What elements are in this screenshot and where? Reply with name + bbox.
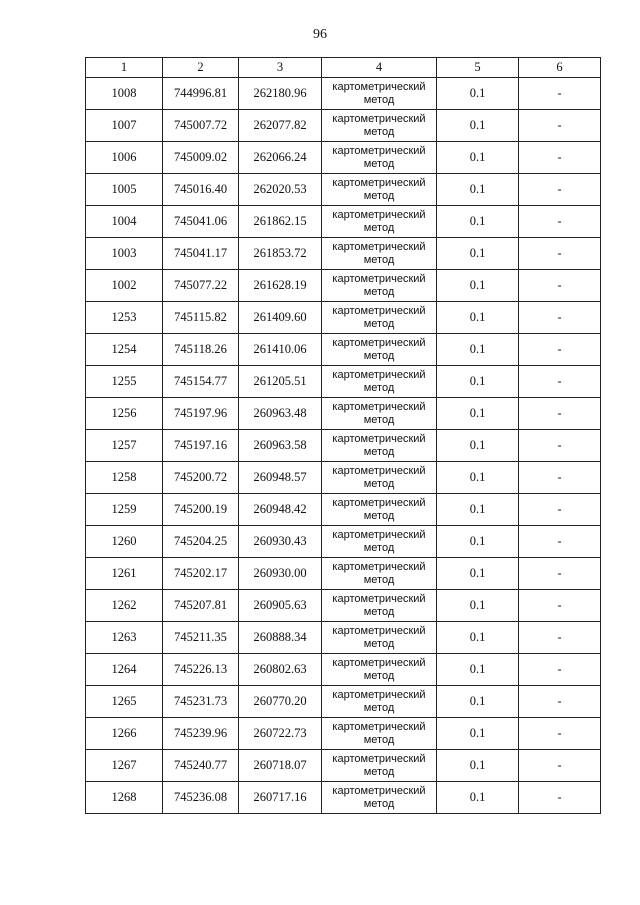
point-number-cell: 1006 <box>86 142 163 174</box>
method-line-2: метод <box>363 317 395 330</box>
y-coordinate-cell: 260948.42 <box>239 494 322 526</box>
note-cell: - <box>519 718 601 750</box>
note-cell: - <box>519 302 601 334</box>
method-line-1: картометрический <box>332 624 426 637</box>
method-line-2: метод <box>363 733 395 746</box>
page-number: 96 <box>313 27 327 42</box>
column-header-1: 1 <box>86 58 163 78</box>
method-cell <box>322 718 437 750</box>
table-row <box>86 270 601 302</box>
x-coordinate-cell: 745231.73 <box>163 686 239 718</box>
method-line-1: картометрический <box>332 400 426 413</box>
method-line-1: картометрический <box>332 592 426 605</box>
method-cell <box>322 110 437 142</box>
note-cell: - <box>519 750 601 782</box>
method-cell <box>322 238 437 270</box>
table-row <box>86 718 601 750</box>
point-number-cell: 1265 <box>86 686 163 718</box>
table-body <box>86 58 601 814</box>
method-line-1: картометрический <box>332 80 426 93</box>
method-cell <box>322 462 437 494</box>
point-number-cell: 1003 <box>86 238 163 270</box>
method-line-2: метод <box>363 637 395 650</box>
point-number-cell: 1255 <box>86 366 163 398</box>
method-cell <box>322 142 437 174</box>
x-coordinate-cell: 745211.35 <box>163 622 239 654</box>
method-line-1: картометрический <box>332 144 426 157</box>
y-coordinate-cell: 261410.06 <box>239 334 322 366</box>
accuracy-cell: 0.1 <box>437 590 519 622</box>
method-line-2: метод <box>363 445 395 458</box>
table-row <box>86 558 601 590</box>
y-coordinate-cell: 261853.72 <box>239 238 322 270</box>
table-row <box>86 334 601 366</box>
x-coordinate-cell: 745197.96 <box>163 398 239 430</box>
accuracy-cell: 0.1 <box>437 430 519 462</box>
coordinates-table <box>85 57 601 814</box>
method-line-2: метод <box>363 701 395 714</box>
point-number-cell: 1004 <box>86 206 163 238</box>
accuracy-cell: 0.1 <box>437 686 519 718</box>
accuracy-cell: 0.1 <box>437 174 519 206</box>
method-line-2: метод <box>363 541 395 554</box>
note-cell: - <box>519 78 601 110</box>
y-coordinate-cell: 260717.16 <box>239 782 322 814</box>
method-line-1: картометрический <box>332 720 426 733</box>
method-cell <box>322 750 437 782</box>
method-line-1: картометрический <box>332 464 426 477</box>
method-cell <box>322 174 437 206</box>
note-cell: - <box>519 622 601 654</box>
x-coordinate-cell: 745077.22 <box>163 270 239 302</box>
x-coordinate-cell: 745007.72 <box>163 110 239 142</box>
column-header-2: 2 <box>163 58 239 78</box>
accuracy-cell: 0.1 <box>437 398 519 430</box>
point-number-cell: 1254 <box>86 334 163 366</box>
y-coordinate-cell: 260963.48 <box>239 398 322 430</box>
point-number-cell: 1261 <box>86 558 163 590</box>
method-line-2: метод <box>363 413 395 426</box>
method-line-2: метод <box>363 605 395 618</box>
accuracy-cell: 0.1 <box>437 238 519 270</box>
note-cell: - <box>519 462 601 494</box>
method-line-1: картометрический <box>332 656 426 669</box>
method-line-2: метод <box>363 509 395 522</box>
point-number-cell: 1263 <box>86 622 163 654</box>
point-number-cell: 1005 <box>86 174 163 206</box>
method-cell <box>322 654 437 686</box>
method-line-2: метод <box>363 669 395 682</box>
x-coordinate-cell: 745041.06 <box>163 206 239 238</box>
method-cell <box>322 270 437 302</box>
table-row <box>86 622 601 654</box>
y-coordinate-cell: 260930.00 <box>239 558 322 590</box>
note-cell: - <box>519 590 601 622</box>
table-row <box>86 238 601 270</box>
y-coordinate-cell: 262077.82 <box>239 110 322 142</box>
column-header-5: 5 <box>437 58 519 78</box>
x-coordinate-cell: 745009.02 <box>163 142 239 174</box>
method-cell <box>322 686 437 718</box>
method-line-1: картометрический <box>332 560 426 573</box>
method-line-1: картометрический <box>332 240 426 253</box>
method-cell <box>322 206 437 238</box>
point-number-cell: 1268 <box>86 782 163 814</box>
table-row <box>86 654 601 686</box>
table-row <box>86 398 601 430</box>
accuracy-cell: 0.1 <box>437 718 519 750</box>
method-line-1: картометрический <box>332 272 426 285</box>
method-line-2: метод <box>363 221 395 234</box>
method-line-2: метод <box>363 125 395 138</box>
point-number-cell: 1002 <box>86 270 163 302</box>
method-cell <box>322 590 437 622</box>
y-coordinate-cell: 261862.15 <box>239 206 322 238</box>
method-line-2: метод <box>363 189 395 202</box>
table-row <box>86 174 601 206</box>
x-coordinate-cell: 745118.26 <box>163 334 239 366</box>
table-row <box>86 430 601 462</box>
table-row <box>86 206 601 238</box>
x-coordinate-cell: 745204.25 <box>163 526 239 558</box>
method-line-1: картометрический <box>332 368 426 381</box>
method-line-1: картометрический <box>332 336 426 349</box>
note-cell: - <box>519 142 601 174</box>
point-number-cell: 1256 <box>86 398 163 430</box>
method-line-1: картометрический <box>332 528 426 541</box>
x-coordinate-cell: 745236.08 <box>163 782 239 814</box>
method-cell <box>322 302 437 334</box>
x-coordinate-cell: 745154.77 <box>163 366 239 398</box>
note-cell: - <box>519 494 601 526</box>
table-row <box>86 366 601 398</box>
y-coordinate-cell: 260963.58 <box>239 430 322 462</box>
column-header-3: 3 <box>239 58 322 78</box>
x-coordinate-cell: 745226.13 <box>163 654 239 686</box>
note-cell: - <box>519 366 601 398</box>
method-cell <box>322 430 437 462</box>
point-number-cell: 1264 <box>86 654 163 686</box>
y-coordinate-cell: 260930.43 <box>239 526 322 558</box>
note-cell: - <box>519 206 601 238</box>
x-coordinate-cell: 745041.17 <box>163 238 239 270</box>
note-cell: - <box>519 430 601 462</box>
y-coordinate-cell: 260888.34 <box>239 622 322 654</box>
point-number-cell: 1259 <box>86 494 163 526</box>
method-cell <box>322 398 437 430</box>
y-coordinate-cell: 260718.07 <box>239 750 322 782</box>
note-cell: - <box>519 110 601 142</box>
method-line-1: картометрический <box>332 432 426 445</box>
x-coordinate-cell: 745202.17 <box>163 558 239 590</box>
accuracy-cell: 0.1 <box>437 78 519 110</box>
point-number-cell: 1008 <box>86 78 163 110</box>
table-header-row <box>86 58 601 78</box>
table-row <box>86 462 601 494</box>
method-cell <box>322 558 437 590</box>
method-line-1: картометрический <box>332 688 426 701</box>
x-coordinate-cell: 745197.16 <box>163 430 239 462</box>
method-line-1: картометрический <box>332 496 426 509</box>
y-coordinate-cell: 261409.60 <box>239 302 322 334</box>
y-coordinate-cell: 262020.53 <box>239 174 322 206</box>
method-cell <box>322 494 437 526</box>
method-cell <box>322 78 437 110</box>
method-cell <box>322 622 437 654</box>
y-coordinate-cell: 262066.24 <box>239 142 322 174</box>
method-line-2: метод <box>363 477 395 490</box>
x-coordinate-cell: 745240.77 <box>163 750 239 782</box>
note-cell: - <box>519 238 601 270</box>
point-number-cell: 1266 <box>86 718 163 750</box>
accuracy-cell: 0.1 <box>437 526 519 558</box>
method-cell <box>322 334 437 366</box>
method-line-2: метод <box>363 253 395 266</box>
method-line-2: метод <box>363 765 395 778</box>
point-number-cell: 1260 <box>86 526 163 558</box>
point-number-cell: 1267 <box>86 750 163 782</box>
x-coordinate-cell: 745200.72 <box>163 462 239 494</box>
x-coordinate-cell: 744996.81 <box>163 78 239 110</box>
note-cell: - <box>519 558 601 590</box>
table-row <box>86 590 601 622</box>
table-row <box>86 302 601 334</box>
method-line-1: картометрический <box>332 784 426 797</box>
method-line-2: метод <box>363 285 395 298</box>
table-row <box>86 526 601 558</box>
method-line-1: картометрический <box>332 176 426 189</box>
method-line-2: метод <box>363 93 395 106</box>
x-coordinate-cell: 745239.96 <box>163 718 239 750</box>
accuracy-cell: 0.1 <box>437 782 519 814</box>
table-row <box>86 494 601 526</box>
accuracy-cell: 0.1 <box>437 270 519 302</box>
method-cell <box>322 782 437 814</box>
note-cell: - <box>519 654 601 686</box>
accuracy-cell: 0.1 <box>437 494 519 526</box>
method-line-1: картометрический <box>332 304 426 317</box>
accuracy-cell: 0.1 <box>437 366 519 398</box>
point-number-cell: 1257 <box>86 430 163 462</box>
accuracy-cell: 0.1 <box>437 206 519 238</box>
note-cell: - <box>519 782 601 814</box>
method-line-2: метод <box>363 381 395 394</box>
y-coordinate-cell: 262180.96 <box>239 78 322 110</box>
accuracy-cell: 0.1 <box>437 750 519 782</box>
accuracy-cell: 0.1 <box>437 654 519 686</box>
note-cell: - <box>519 270 601 302</box>
method-line-2: метод <box>363 797 395 810</box>
accuracy-cell: 0.1 <box>437 142 519 174</box>
note-cell: - <box>519 398 601 430</box>
point-number-cell: 1258 <box>86 462 163 494</box>
method-line-2: метод <box>363 349 395 362</box>
y-coordinate-cell: 260722.73 <box>239 718 322 750</box>
point-number-cell: 1253 <box>86 302 163 334</box>
method-line-2: метод <box>363 157 395 170</box>
table-row <box>86 750 601 782</box>
column-header-6: 6 <box>519 58 601 78</box>
x-coordinate-cell: 745016.40 <box>163 174 239 206</box>
point-number-cell: 1262 <box>86 590 163 622</box>
y-coordinate-cell: 260948.57 <box>239 462 322 494</box>
note-cell: - <box>519 686 601 718</box>
column-header-4: 4 <box>322 58 437 78</box>
y-coordinate-cell: 260802.63 <box>239 654 322 686</box>
accuracy-cell: 0.1 <box>437 110 519 142</box>
method-cell <box>322 366 437 398</box>
x-coordinate-cell: 745200.19 <box>163 494 239 526</box>
note-cell: - <box>519 334 601 366</box>
note-cell: - <box>519 174 601 206</box>
method-line-1: картометрический <box>332 112 426 125</box>
y-coordinate-cell: 260905.63 <box>239 590 322 622</box>
note-cell: - <box>519 526 601 558</box>
table-row <box>86 110 601 142</box>
y-coordinate-cell: 261628.19 <box>239 270 322 302</box>
table-row <box>86 782 601 814</box>
y-coordinate-cell: 260770.20 <box>239 686 322 718</box>
table-row <box>86 78 601 110</box>
y-coordinate-cell: 261205.51 <box>239 366 322 398</box>
x-coordinate-cell: 745207.81 <box>163 590 239 622</box>
table-row <box>86 686 601 718</box>
table-row <box>86 142 601 174</box>
method-line-1: картометрический <box>332 752 426 765</box>
x-coordinate-cell: 745115.82 <box>163 302 239 334</box>
accuracy-cell: 0.1 <box>437 622 519 654</box>
accuracy-cell: 0.1 <box>437 334 519 366</box>
method-cell <box>322 526 437 558</box>
accuracy-cell: 0.1 <box>437 302 519 334</box>
accuracy-cell: 0.1 <box>437 462 519 494</box>
accuracy-cell: 0.1 <box>437 558 519 590</box>
method-line-1: картометрический <box>332 208 426 221</box>
method-line-2: метод <box>363 573 395 586</box>
point-number-cell: 1007 <box>86 110 163 142</box>
